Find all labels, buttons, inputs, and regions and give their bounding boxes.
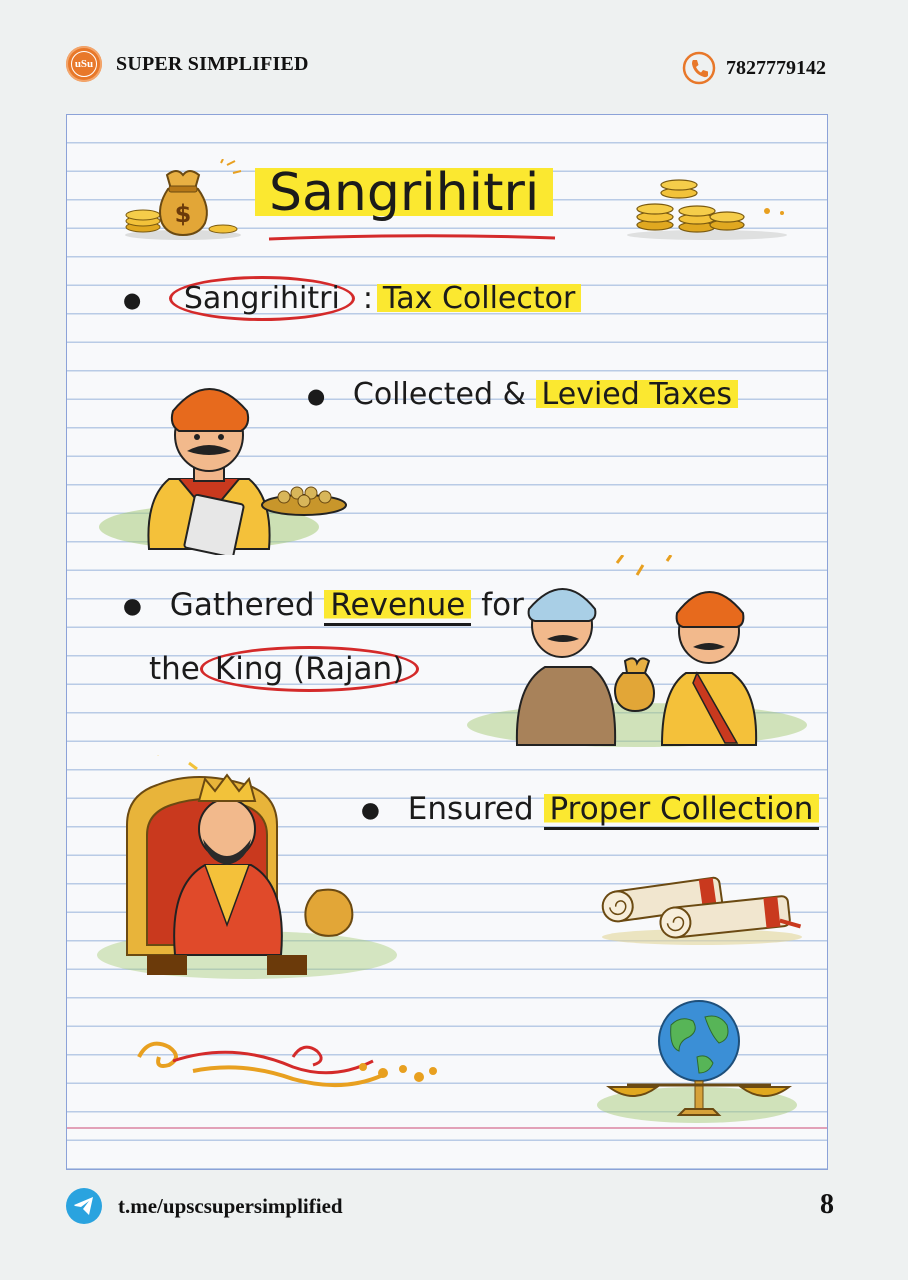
- page-margin-line: [67, 1127, 827, 1129]
- svg-text:$: $: [174, 200, 192, 228]
- phone-number: 7827779142: [726, 56, 826, 79]
- money-bag-icon: [123, 159, 243, 241]
- note-line-2: [307, 377, 738, 412]
- king-on-throne-illustration: [87, 755, 407, 985]
- line2-text: Collected &: [352, 377, 526, 412]
- term-definition: Tax Collector: [377, 281, 581, 316]
- page-title: [255, 163, 553, 223]
- telegram-url: t.me/upscsupersimplified: [118, 1193, 343, 1218]
- note-line-4: [149, 651, 419, 687]
- page-number: 8: [820, 1189, 834, 1220]
- scroll-icon: [597, 867, 807, 947]
- phone-contact[interactable]: [682, 51, 826, 85]
- line5-highlight: Proper Collection: [544, 791, 820, 830]
- brand-name: SUPER SIMPLIFIED: [116, 52, 309, 75]
- brand-header: [66, 46, 309, 82]
- globe-on-scale-icon: [587, 995, 807, 1135]
- line2-highlight: Levied Taxes: [536, 377, 738, 412]
- term-circled: Sangrihitri: [169, 276, 355, 321]
- line3-tail: for: [481, 587, 524, 623]
- note-line-1: [123, 281, 581, 316]
- coin-stack-icon: [627, 171, 797, 243]
- decorative-swirl: [133, 1027, 443, 1093]
- line3-highlight: Revenue: [324, 587, 471, 626]
- title-underline: [267, 233, 557, 243]
- line5-text: Ensured: [407, 791, 534, 827]
- logo-text: uSu: [71, 51, 97, 77]
- telegram-link[interactable]: [66, 1188, 343, 1224]
- term-separator: :: [362, 281, 373, 316]
- note-line-5: [361, 791, 819, 827]
- revenue-exchange-illustration: [457, 555, 807, 755]
- line4-circled: King (Rajan): [200, 646, 419, 692]
- line4-text: the: [149, 651, 200, 687]
- title-text: Sangrihitri: [255, 163, 553, 223]
- notebook-page: [66, 114, 828, 1170]
- telegram-icon: [66, 1188, 102, 1224]
- phone-icon: [682, 51, 716, 85]
- brand-logo: [66, 46, 102, 82]
- line3-text: Gathered: [169, 587, 315, 623]
